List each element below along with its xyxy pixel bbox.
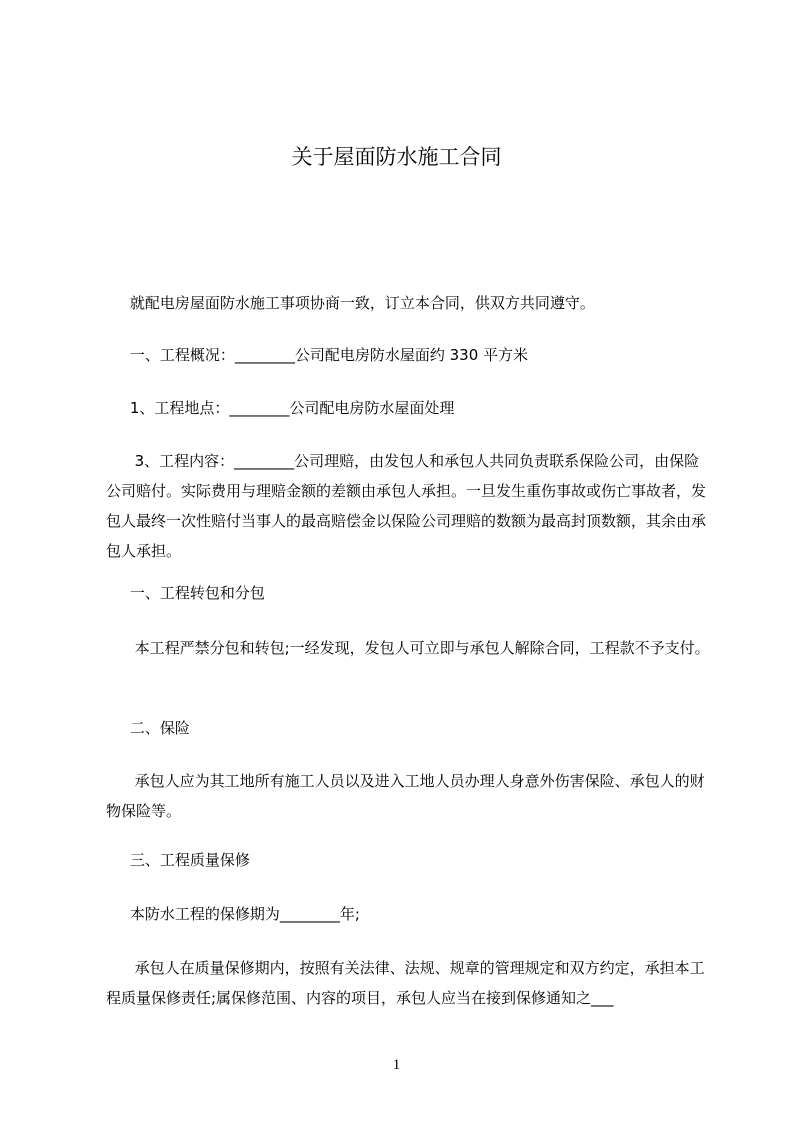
paragraph-section-warranty: 三、工程质量保修 (106, 851, 250, 869)
paragraph-subcontract-body: 本工程严禁分包和转包;一经发现，发包人可立即与承包人解除合同，工程款不予支付。 (106, 639, 710, 657)
paragraph-section-insurance: 二、保险 (106, 719, 190, 737)
paragraph-project-content: 3、工程内容：________公司理赔，由发包人和承包人共同负责联系保险公司，由保险公司赔付。实际费用与理赔金额的差额由承包人承担。一旦发生重伤事故或伤亡事故者，发包人最终一次性赔付当事人的最高赔偿金以保险公司理赔的数额为最高封顶数额，其余由承包人承担。 (106, 452, 707, 560)
paragraph-warranty-period: 本防水工程的保修期为________年; (106, 905, 360, 923)
paragraph-section-overview: 一、工程概况：________公司配电房防水屋面约 330 平方米 (106, 346, 529, 364)
document-title: 关于屋面防水施工合同 (291, 145, 502, 169)
paragraph-section-subcontract: 一、工程转包和分包 (106, 584, 265, 602)
paragraph-intro: 就配电房屋面防水施工事项协商一致，订立本合同，供双方共同遵守。 (106, 294, 595, 312)
paragraph-project-location: 1、工程地点：________公司配电房防水屋面处理 (106, 399, 455, 417)
paragraph-warranty-body: 承包人在质量保修期内，按照有关法律、法规、规章的管理规定和双方约定，承担本工程质量保修责任;属保修范围、内容的项目，承包人应当在接到保修通知之___ (106, 959, 705, 1007)
paragraph-insurance-body: 承包人应为其工地所有施工人员以及进入工地人员办理人身意外伤害保险、承包人的财物保险等。 (106, 772, 705, 820)
page-number: 1 (392, 1057, 401, 1073)
